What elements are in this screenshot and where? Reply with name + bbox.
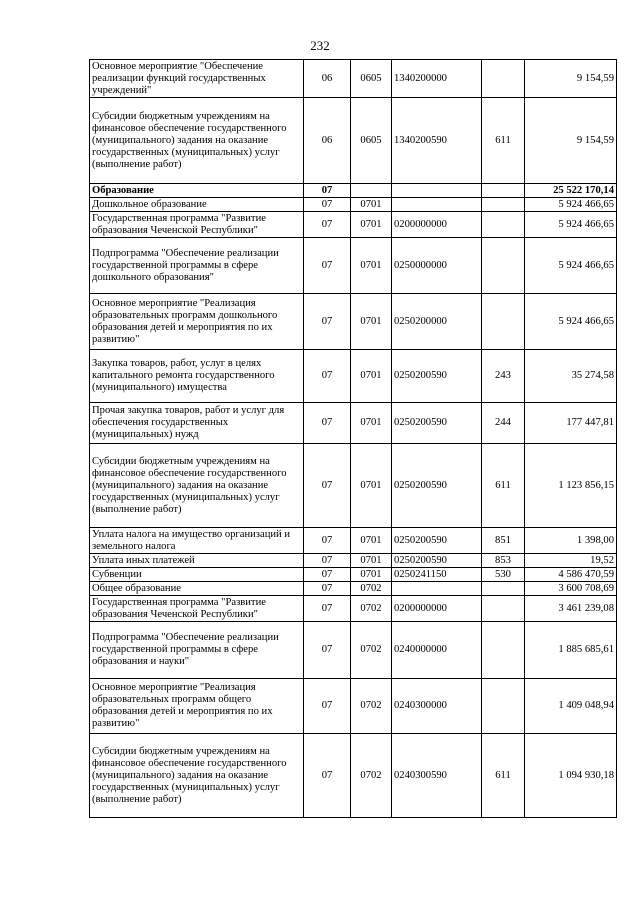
row-amount-cell: 4 586 470,59 — [525, 568, 617, 582]
row-name-cell: Подпрограмма "Обеспечение реализации государственной программы в сфере дошкольного образования" — [90, 238, 304, 294]
row-target-code-cell: 0240300000 — [392, 679, 482, 734]
row-expense-type-cell — [482, 294, 525, 350]
row-section-cell: 07 — [304, 238, 351, 294]
table-row — [90, 622, 617, 679]
row-name-cell: Основное мероприятие "Реализация образовательных программ дошкольного образования детей и мероприятия по их развитию" — [90, 294, 304, 350]
row-amount-cell: 1 094 930,18 — [525, 734, 617, 818]
row-amount-cell: 5 924 466,65 — [525, 238, 617, 294]
row-expense-type-cell — [482, 582, 525, 596]
row-section-cell: 07 — [304, 212, 351, 238]
row-expense-type-cell: 611 — [482, 734, 525, 818]
table-body — [90, 60, 617, 818]
row-subsection-cell: 0701 — [351, 403, 392, 444]
table-row — [90, 184, 617, 198]
row-expense-type-cell: 611 — [482, 444, 525, 528]
row-subsection-cell: 0701 — [351, 198, 392, 212]
row-target-code-cell: 0250200590 — [392, 403, 482, 444]
row-section-cell: 07 — [304, 596, 351, 622]
page-number: 232 — [310, 38, 330, 53]
table-row — [90, 294, 617, 350]
row-expense-type-cell — [482, 184, 525, 198]
row-target-code-cell — [392, 582, 482, 596]
row-name-cell: Уплата иных платежей — [90, 554, 304, 568]
row-amount-cell: 3 600 708,69 — [525, 582, 617, 596]
row-section-cell: 07 — [304, 734, 351, 818]
row-section-cell: 07 — [304, 198, 351, 212]
row-subsection-cell: 0701 — [351, 554, 392, 568]
row-subsection-cell: 0605 — [351, 60, 392, 98]
row-section-cell: 07 — [304, 554, 351, 568]
row-section-cell: 07 — [304, 444, 351, 528]
row-target-code-cell: 0240300590 — [392, 734, 482, 818]
row-amount-cell: 19,52 — [525, 554, 617, 568]
row-amount-cell: 35 274,58 — [525, 350, 617, 403]
row-subsection-cell: 0605 — [351, 98, 392, 184]
row-section-cell: 07 — [304, 582, 351, 596]
row-expense-type-cell — [482, 60, 525, 98]
row-subsection-cell: 0702 — [351, 582, 392, 596]
row-name-cell: Прочая закупка товаров, работ и услуг для обеспечения государственных (муниципальных) нужд — [90, 403, 304, 444]
row-name-cell: Общее образование — [90, 582, 304, 596]
row-expense-type-cell — [482, 238, 525, 294]
row-target-code-cell: 0250200590 — [392, 528, 482, 554]
row-target-code-cell: 0250200000 — [392, 294, 482, 350]
row-target-code-cell — [392, 184, 482, 198]
row-target-code-cell: 0250200590 — [392, 444, 482, 528]
row-subsection-cell: 0701 — [351, 238, 392, 294]
row-name-cell: Субсидии бюджетным учреждениям на финансовое обеспечение государственного (муниципального) задания на оказание государственных (муниципальных) услуг (выполнение работ) — [90, 444, 304, 528]
row-expense-type-cell: 851 — [482, 528, 525, 554]
row-expense-type-cell — [482, 622, 525, 679]
row-section-cell: 07 — [304, 528, 351, 554]
row-expense-type-cell: 853 — [482, 554, 525, 568]
row-target-code-cell — [392, 198, 482, 212]
row-subsection-cell: 0702 — [351, 596, 392, 622]
row-target-code-cell: 0200000000 — [392, 212, 482, 238]
row-subsection-cell: 0701 — [351, 444, 392, 528]
table-row — [90, 238, 617, 294]
row-target-code-cell: 0250241150 — [392, 568, 482, 582]
row-amount-cell: 1 885 685,61 — [525, 622, 617, 679]
row-target-code-cell: 0200000000 — [392, 596, 482, 622]
row-amount-cell: 5 924 466,65 — [525, 294, 617, 350]
row-subsection-cell: 0701 — [351, 528, 392, 554]
row-subsection-cell: 0702 — [351, 622, 392, 679]
table-row — [90, 582, 617, 596]
table-row — [90, 568, 617, 582]
row-amount-cell: 3 461 239,08 — [525, 596, 617, 622]
row-amount-cell: 177 447,81 — [525, 403, 617, 444]
row-subsection-cell: 0701 — [351, 568, 392, 582]
table-row — [90, 198, 617, 212]
row-target-code-cell: 1340200590 — [392, 98, 482, 184]
row-expense-type-cell: 244 — [482, 403, 525, 444]
row-target-code-cell: 0250200590 — [392, 350, 482, 403]
row-name-cell: Дошкольное образование — [90, 198, 304, 212]
row-expense-type-cell: 611 — [482, 98, 525, 184]
row-name-cell: Государственная программа "Развитие образования Чеченской Республики" — [90, 212, 304, 238]
row-section-cell: 07 — [304, 403, 351, 444]
row-name-cell: Образование — [90, 184, 304, 198]
row-amount-cell: 1 409 048,94 — [525, 679, 617, 734]
row-name-cell: Основное мероприятие "Обеспечение реализации функций государственных учреждений" — [90, 60, 304, 98]
row-expense-type-cell — [482, 679, 525, 734]
row-expense-type-cell — [482, 212, 525, 238]
row-section-cell: 07 — [304, 622, 351, 679]
row-name-cell: Закупка товаров, работ, услуг в целях капитального ремонта государственного (муниципального) имущества — [90, 350, 304, 403]
row-target-code-cell: 1340200000 — [392, 60, 482, 98]
row-expense-type-cell — [482, 198, 525, 212]
row-section-cell: 07 — [304, 184, 351, 198]
row-subsection-cell: 0701 — [351, 350, 392, 403]
row-subsection-cell: 0701 — [351, 212, 392, 238]
budget-table — [89, 59, 617, 818]
row-section-cell: 06 — [304, 60, 351, 98]
table-row — [90, 734, 617, 818]
table-row — [90, 98, 617, 184]
row-target-code-cell: 0250000000 — [392, 238, 482, 294]
row-subsection-cell — [351, 184, 392, 198]
row-name-cell: Уплата налога на имущество организаций и земельного налога — [90, 528, 304, 554]
row-expense-type-cell: 243 — [482, 350, 525, 403]
row-target-code-cell: 0240000000 — [392, 622, 482, 679]
row-expense-type-cell: 530 — [482, 568, 525, 582]
row-amount-cell: 9 154,59 — [525, 60, 617, 98]
table-row — [90, 403, 617, 444]
row-name-cell: Подпрограмма "Обеспечение реализации государственной программы в сфере образования и науки" — [90, 622, 304, 679]
row-name-cell: Субсидии бюджетным учреждениям на финансовое обеспечение государственного (муниципального) задания на оказание государственных (муниципальных) услуг (выполнение работ) — [90, 98, 304, 184]
row-amount-cell: 5 924 466,65 — [525, 198, 617, 212]
table-row — [90, 212, 617, 238]
row-amount-cell: 1 398,00 — [525, 528, 617, 554]
row-amount-cell: 1 123 856,15 — [525, 444, 617, 528]
table-row — [90, 444, 617, 528]
row-target-code-cell: 0250200590 — [392, 554, 482, 568]
row-section-cell: 06 — [304, 98, 351, 184]
row-section-cell: 07 — [304, 679, 351, 734]
table-row — [90, 528, 617, 554]
row-name-cell: Субвенции — [90, 568, 304, 582]
row-amount-cell: 9 154,59 — [525, 98, 617, 184]
row-expense-type-cell — [482, 596, 525, 622]
table-row — [90, 60, 617, 98]
row-section-cell: 07 — [304, 294, 351, 350]
row-section-cell: 07 — [304, 568, 351, 582]
row-amount-cell: 25 522 170,14 — [525, 184, 617, 198]
row-name-cell: Субсидии бюджетным учреждениям на финансовое обеспечение государственного (муниципального) задания на оказание государственных (муниципальных) услуг (выполнение работ) — [90, 734, 304, 818]
row-subsection-cell: 0702 — [351, 679, 392, 734]
row-subsection-cell: 0701 — [351, 294, 392, 350]
table-row — [90, 596, 617, 622]
row-name-cell: Государственная программа "Развитие образования Чеченской Республики" — [90, 596, 304, 622]
table-row — [90, 554, 617, 568]
row-subsection-cell: 0702 — [351, 734, 392, 818]
row-section-cell: 07 — [304, 350, 351, 403]
row-name-cell: Основное мероприятие "Реализация образовательных программ общего образования детей и мероприятия по их развитию" — [90, 679, 304, 734]
table-row — [90, 679, 617, 734]
table-row — [90, 350, 617, 403]
row-amount-cell: 5 924 466,65 — [525, 212, 617, 238]
